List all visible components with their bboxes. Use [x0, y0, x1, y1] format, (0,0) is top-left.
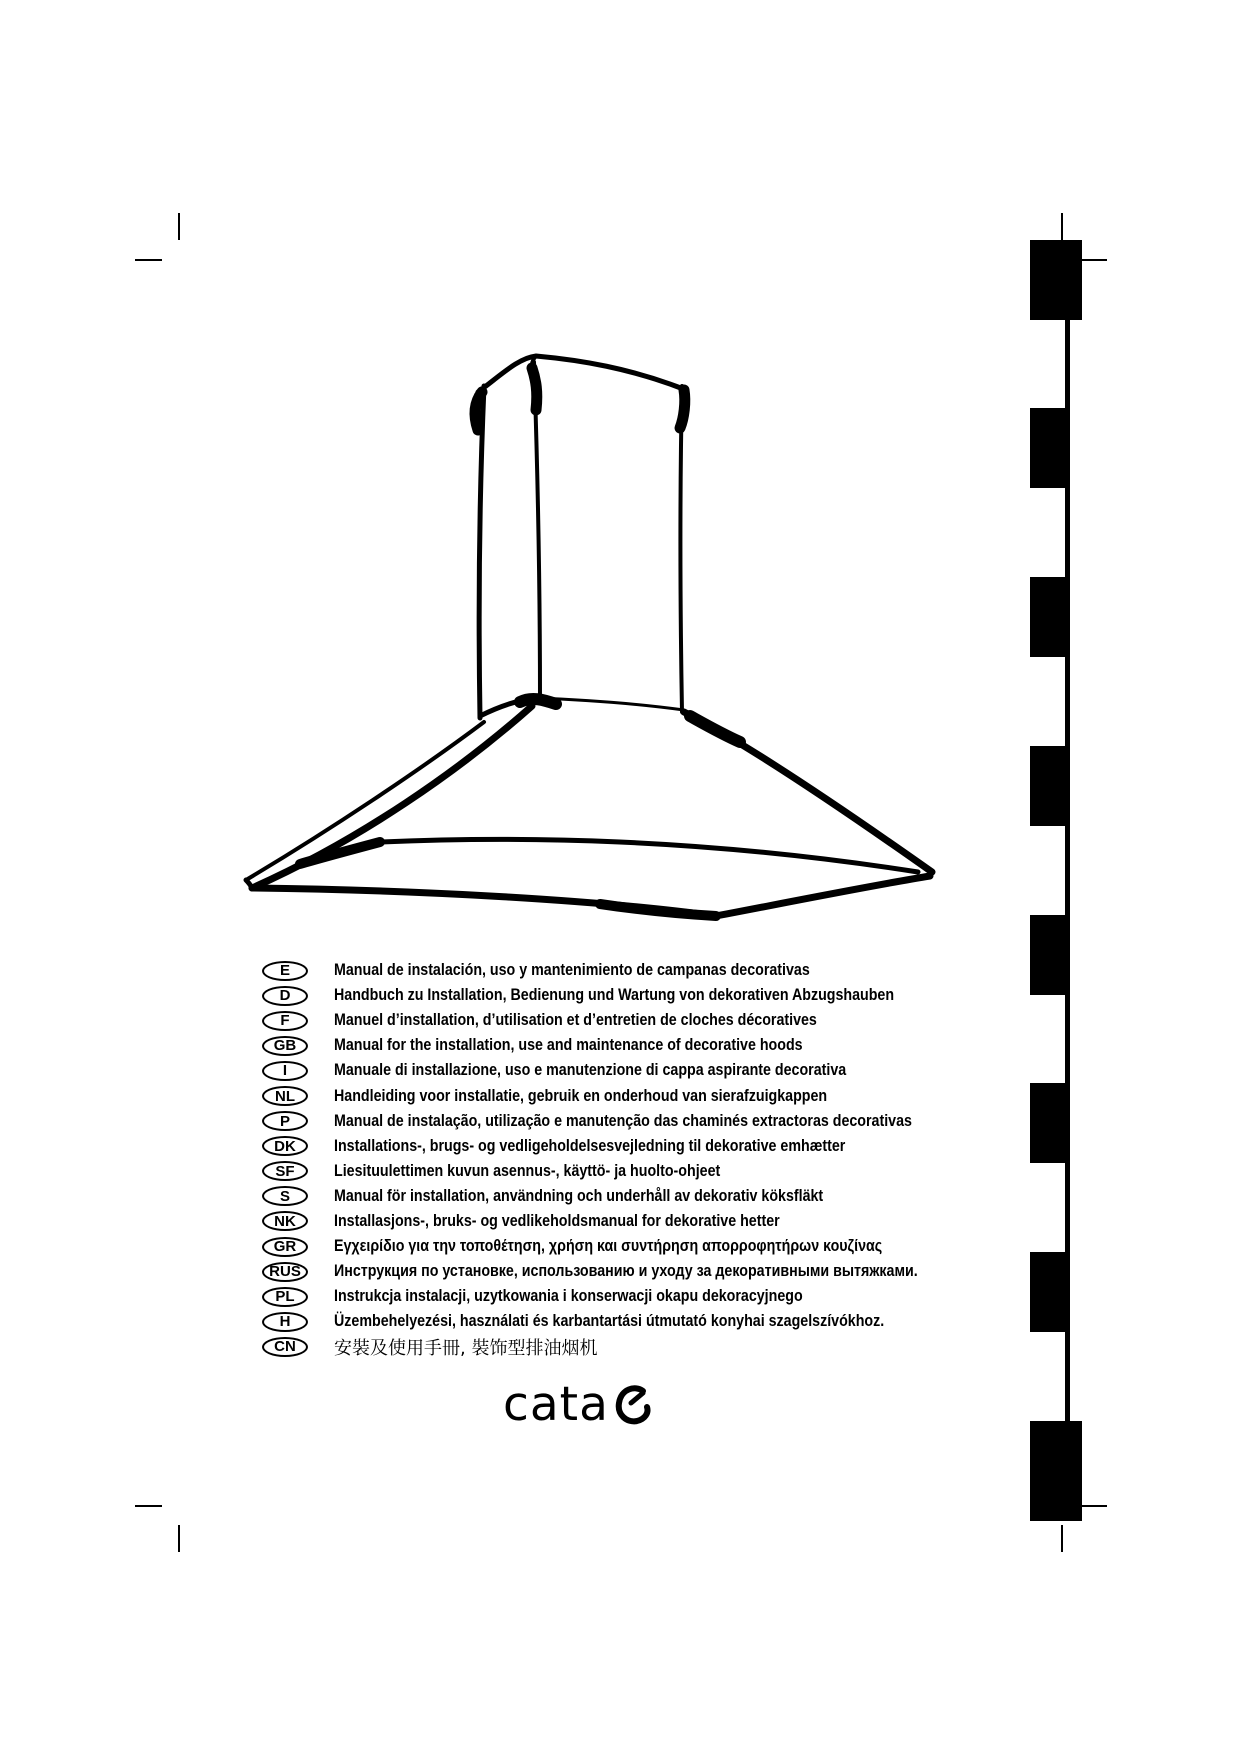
language-row [262, 1259, 997, 1284]
rim-left-corner [246, 880, 252, 888]
cata-logo [503, 1377, 653, 1432]
rim-front [252, 876, 930, 916]
chimney-left-edge [479, 386, 484, 718]
manual-title: Liesituulettimen kuvun asennus-, käyttö- ja huolto-ohjeet [334, 1161, 721, 1180]
language-row [262, 1134, 997, 1159]
language-row [262, 1234, 997, 1259]
manual-title: Handleiding voor installatie, gebruik en onderhoud van sierafzuigkappen [334, 1086, 828, 1105]
language-code-badge: PL [262, 1287, 308, 1307]
rim-back [380, 839, 918, 872]
thumb-tab [1030, 1083, 1070, 1163]
manual-title: Manual de instalación, uso y mantenimiento de campanas decorativas [334, 961, 810, 980]
language-code-badge: E [262, 961, 308, 981]
language-row [262, 1309, 997, 1334]
language-code-badge: F [262, 1011, 308, 1031]
manual-title: Manuel d’installation, d’utilisation et d’entretien de cloches décoratives [334, 1011, 817, 1030]
language-row [262, 958, 997, 983]
manual-title: Manuale di installazione, uso e manutenzione di cappa aspirante decorativa [334, 1061, 847, 1080]
crop-mark-bottom-left-horizontal [135, 1505, 162, 1507]
manual-title: Üzembehelyezési, használati és karbantartási útmutató konyhai szagelszívókhoz. [334, 1312, 885, 1331]
canopy-right-thick [690, 716, 740, 742]
language-code-badge: DK [262, 1136, 308, 1156]
manual-title: Installasjons-, bruks- og vedlikeholdsmanual for dekorative hetter [334, 1211, 780, 1230]
manual-title: 安裝及使用手冊, 裝饰型排油烟机 [334, 1337, 598, 1359]
language-code-badge: NK [262, 1211, 308, 1231]
language-row [262, 1083, 997, 1108]
language-row [262, 1008, 997, 1033]
crop-mark-bottom-right-horizontal [1080, 1505, 1107, 1507]
thumb-tab [1030, 1252, 1070, 1332]
manual-title: Installations-, brugs- og vedligeholdelsesvejledning til dekorative emhætter [334, 1136, 846, 1155]
language-row [262, 1334, 997, 1359]
manual-title: Handbuch zu Installation, Bedienung und Wartung von dekorativen Abzugshauben [334, 986, 895, 1005]
chimney-base-thick [520, 699, 556, 704]
language-row [262, 1284, 997, 1309]
language-code-badge: H [262, 1312, 308, 1332]
language-row [262, 1184, 997, 1209]
language-row [262, 983, 997, 1008]
manual-title: Manual för installation, användning och underhåll av dekorativ köksfläkt [334, 1186, 824, 1205]
language-row [262, 1159, 997, 1184]
language-code-badge: RUS [262, 1262, 308, 1282]
manual-title: Instrukcja instalacji, uzytkowania i konserwacji okapu dekoracyjnego [334, 1287, 803, 1306]
language-code-badge: I [262, 1061, 308, 1081]
language-title-list [262, 958, 997, 1360]
crop-mark-bottom-right-vertical [1061, 1525, 1063, 1552]
crop-mark-bottom-left-vertical [178, 1525, 180, 1552]
language-code-badge: CN [262, 1337, 308, 1357]
chimney-right-edge-thick [680, 390, 685, 428]
chimney-right-edge [681, 386, 683, 712]
chimney-top-edge [478, 356, 686, 392]
language-row [262, 1058, 997, 1083]
language-code-badge: SF [262, 1161, 308, 1181]
language-code-badge: S [262, 1186, 308, 1206]
canopy-left-front [252, 706, 532, 888]
language-code-badge: D [262, 986, 308, 1006]
manual-title: Manual for the installation, use and maintenance of decorative hoods [334, 1036, 803, 1055]
logo-wordmark: cata [503, 1377, 609, 1432]
manual-title: Εγχειρίδιο για την τοποθέτηση, χρήση και συντήρηση απορροφητήρων κουζίνας [334, 1237, 883, 1256]
language-row [262, 1109, 997, 1134]
language-code-badge: NL [262, 1086, 308, 1106]
language-code-badge: GR [262, 1237, 308, 1257]
language-row [262, 1209, 997, 1234]
cata-swirl-icon [613, 1383, 653, 1427]
canopy-left-back [246, 722, 484, 880]
manual-title: Manual de instalação, utilização e manutenção das chaminés extractoras decorativas [334, 1111, 912, 1130]
language-code-badge: GB [262, 1036, 308, 1056]
thumb-tab [1030, 1421, 1082, 1521]
language-code-badge: P [262, 1111, 308, 1131]
manual-title: Инструкция по установке, использованию и уходу за декоративными вытяжками. [334, 1262, 918, 1281]
language-row [262, 1033, 997, 1058]
chimney-front-edge-thick [532, 368, 537, 410]
